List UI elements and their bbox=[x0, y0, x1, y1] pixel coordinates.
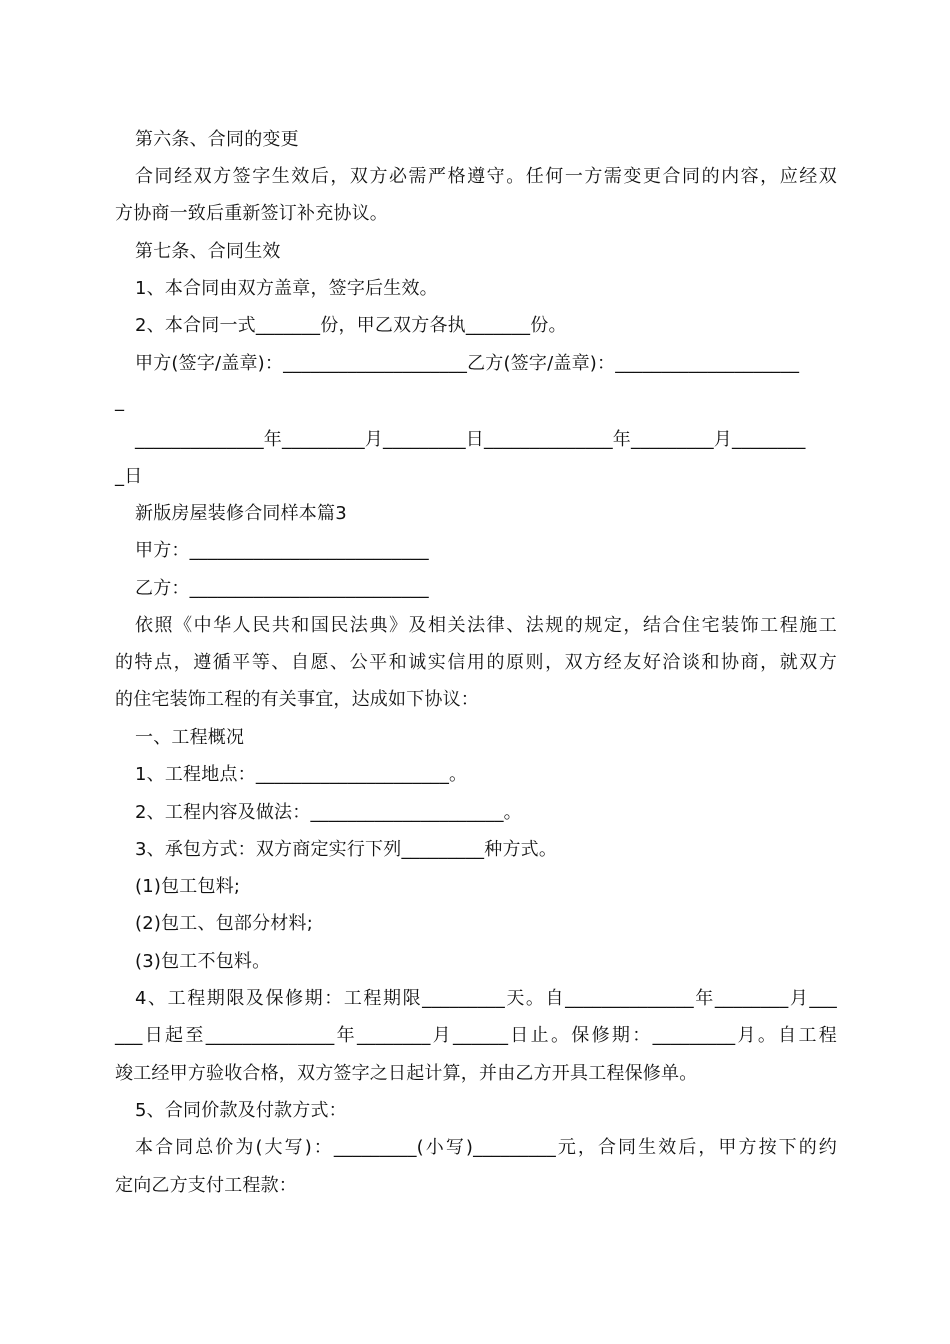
text-line: 依照《中华人民共和国民法典》及相关法律、法规的规定，结合住宅装饰工程施工 bbox=[135, 615, 837, 636]
text-line: 定向乙方支付工程款： bbox=[115, 1175, 297, 1196]
text-line: 的特点，遵循平等、自愿、公平和诚实信用的原则，双方经友好洽谈和协商，就双方 bbox=[115, 652, 837, 673]
text-line: 乙方：__________________________ bbox=[135, 578, 429, 599]
text-line: 4、工程期限及保修期：工程期限_________天。自______________年________月___ bbox=[135, 988, 837, 1009]
text-line: 新版房屋装修合同样本篇3 bbox=[135, 503, 347, 524]
text-line: 5、合同价款及付款方式： bbox=[135, 1100, 347, 1121]
text-line: 2、工程内容及做法：_____________________。 bbox=[135, 802, 522, 823]
text-line: 竣工经甲方验收合格，双方签字之日起计算，并由乙方开具工程保修单。 bbox=[115, 1063, 698, 1084]
text-line: (1)包工包料; bbox=[135, 876, 241, 897]
text-line: 第七条、合同生效 bbox=[135, 241, 281, 262]
text-line: _日 bbox=[115, 466, 143, 487]
text-line: _ bbox=[115, 391, 125, 412]
text-line: 本合同总价为(大写)：_________(小写)_________元，合同生效后，甲方按下的约 bbox=[135, 1137, 837, 1158]
text-line: 方协商一致后重新签订补充协议。 bbox=[115, 203, 388, 224]
text-line: ______________年_________月_________日______________年_________月________ bbox=[135, 429, 806, 450]
text-line: (2)包工、包部分材料; bbox=[135, 913, 313, 934]
text-line: 一、工程概况 bbox=[135, 727, 245, 748]
text-line: 1、工程地点：_____________________。 bbox=[135, 764, 468, 785]
text-line: 甲方(签字/盖章)：____________________乙方(签字/盖章)：____________________ bbox=[135, 353, 800, 374]
text-line: 合同经双方签字生效后，双方必需严格遵守。任何一方需变更合同的内容，应经双 bbox=[135, 166, 837, 187]
text-line: 的住宅装饰工程的有关事宜，达成如下协议： bbox=[115, 689, 479, 710]
text-line: 第六条、合同的变更 bbox=[135, 129, 299, 150]
text-line: (3)包工不包料。 bbox=[135, 951, 271, 972]
text-line: ___日起至______________年________月______日止。保修期：_________月。自工程 bbox=[115, 1025, 837, 1046]
text-line: 2、本合同一式_______份，甲乙双方各执_______份。 bbox=[135, 315, 567, 336]
text-line: 甲方：__________________________ bbox=[135, 540, 429, 561]
text-line: 3、承包方式：双方商定实行下列_________种方式。 bbox=[135, 839, 558, 860]
text-line: 1、本合同由双方盖章，签字后生效。 bbox=[135, 278, 438, 299]
